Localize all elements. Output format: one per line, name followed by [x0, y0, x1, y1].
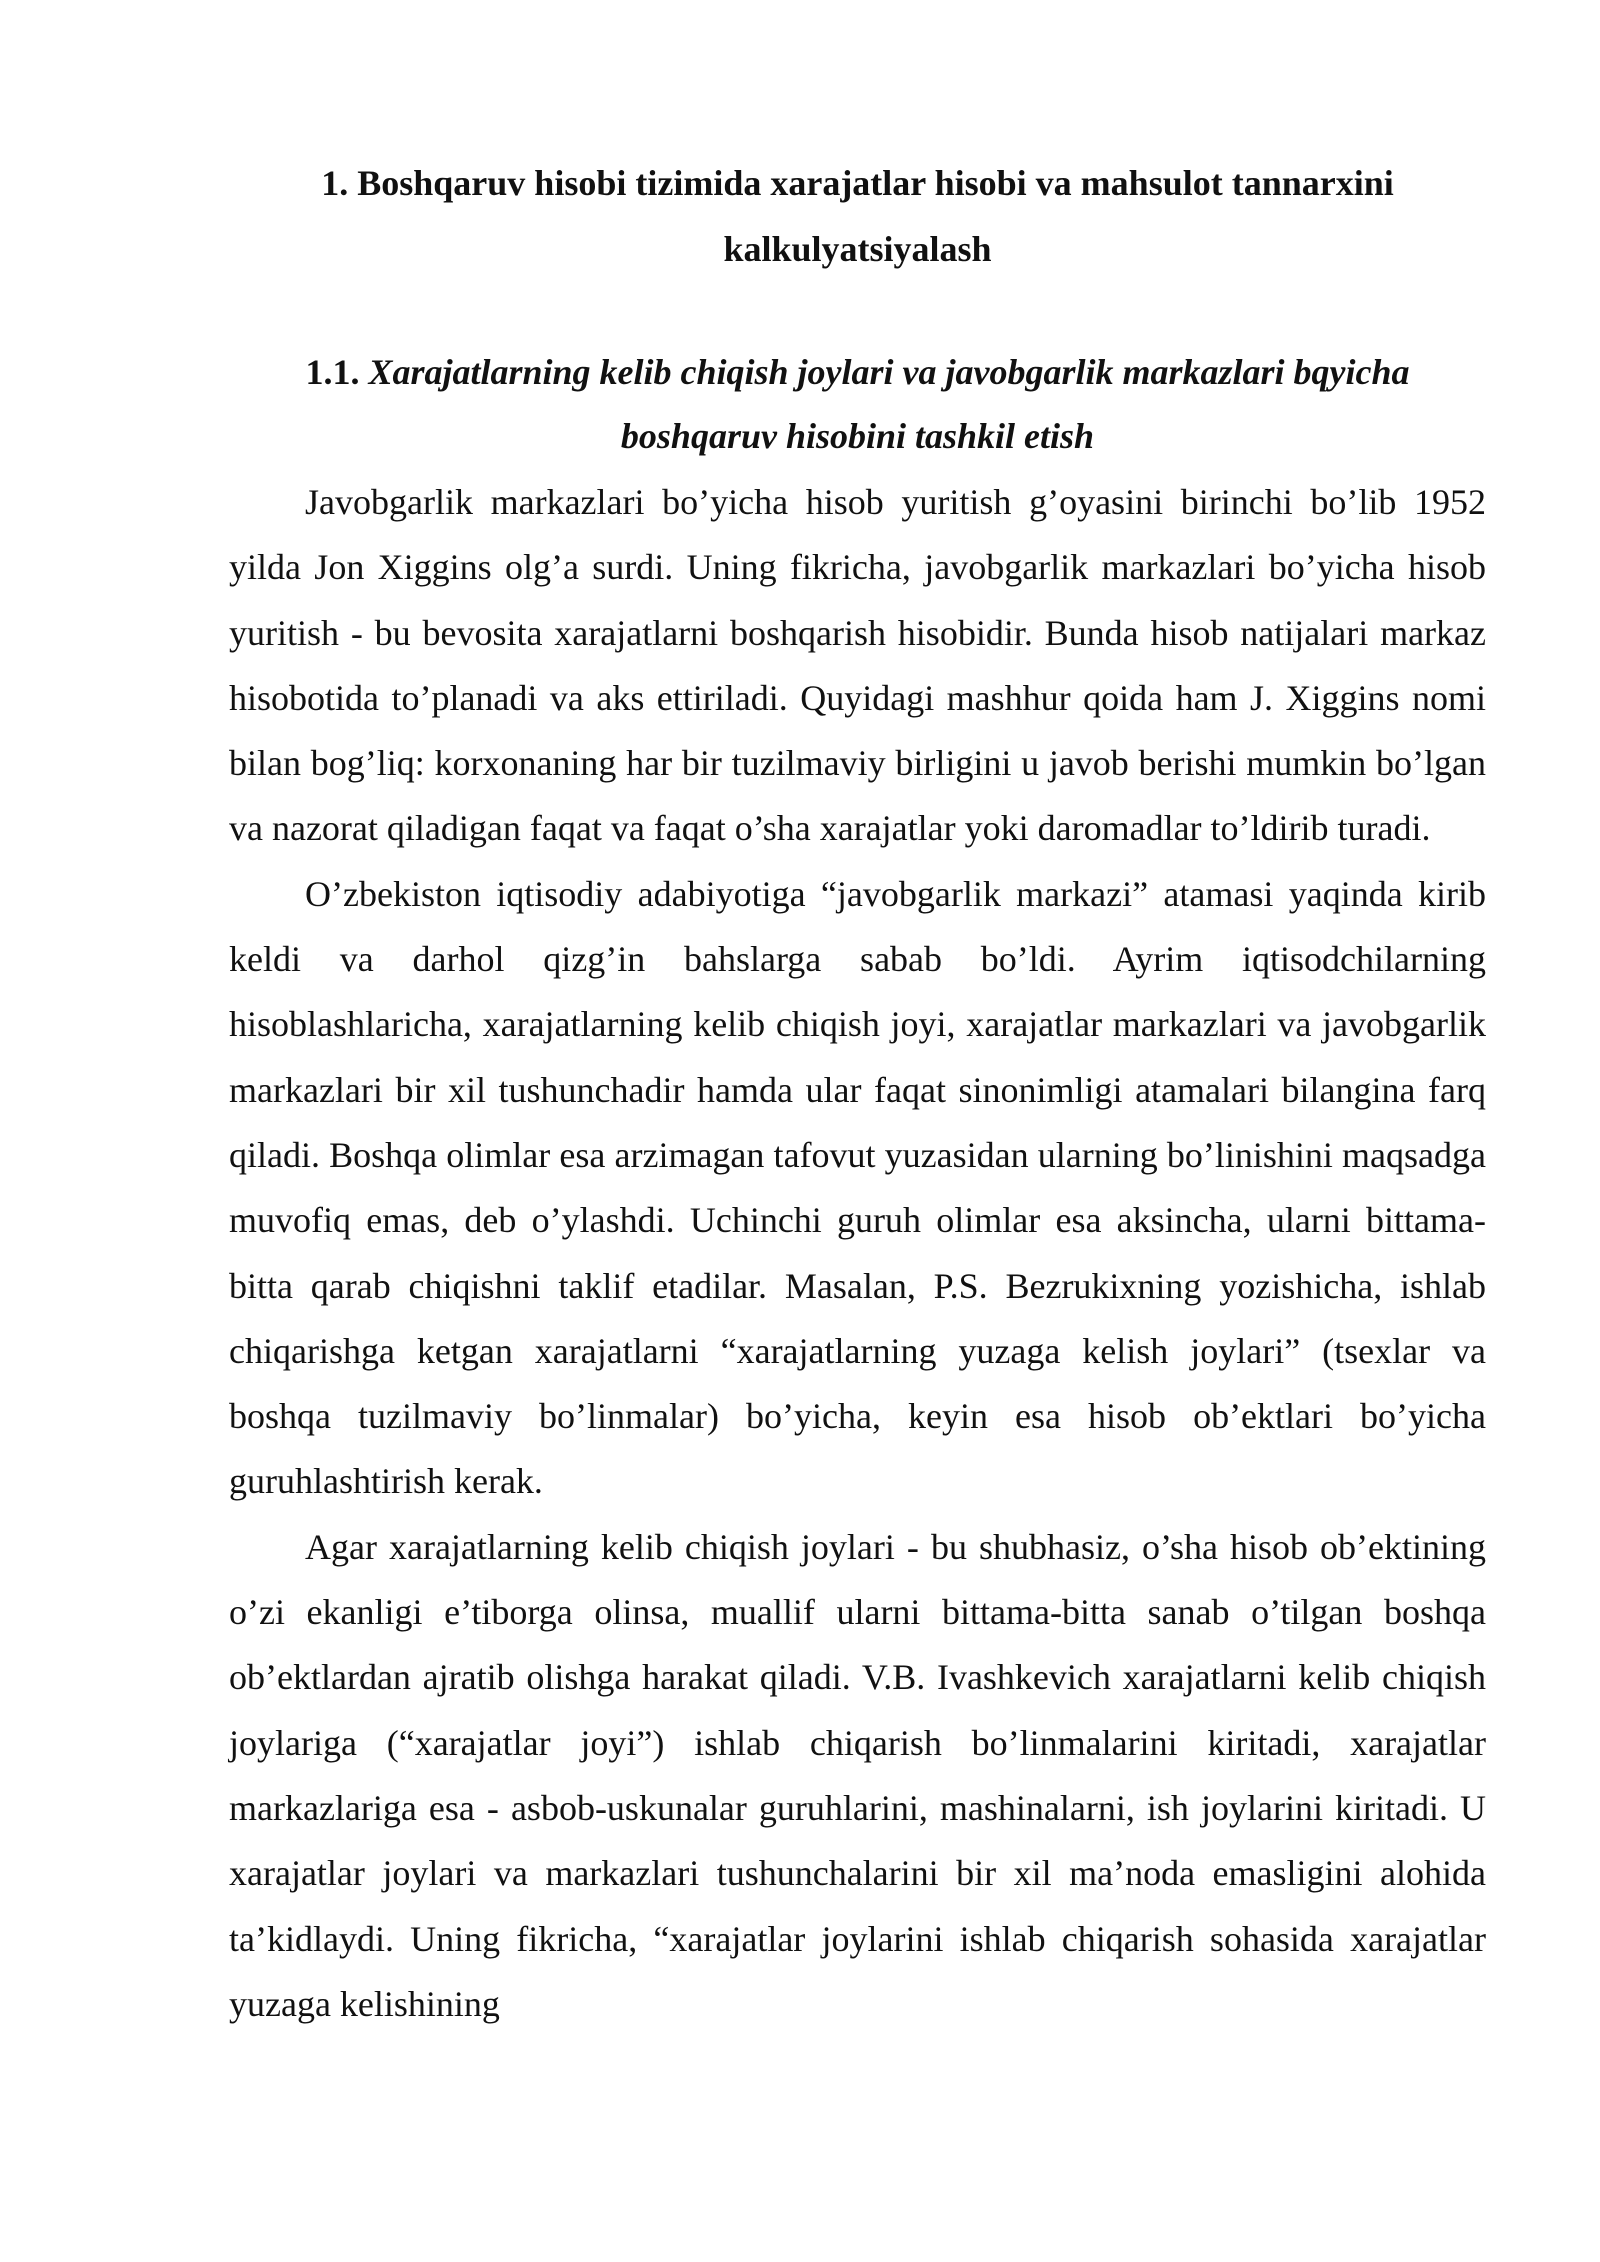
section-title: Xarajatlarning kelib chiqish joylari va javobgarlik markazlari bqyicha boshqaruv hisobini tashkil etish — [368, 352, 1410, 456]
paragraph: Javobgarlik markazlari bo’yicha hisob yuritish g’oyasini birinchi bo’lib 1952 yilda Jon Xiggins olg’a surdi. Uning fikricha, javobgarlik markazlari bo’yicha hisob yuritish - bu bevosita xarajatlarni boshqarish hisobidir. Bunda hisob natijalari markaz hisobotida to’planadi va aks ettiriladi. Quyidagi mashhur qoida ham J. Xiggins nomi bilan bog’liq: korxonaning har bir tuzilmaviy birligini u javob berishi mumkin bo’lgan va nazorat qiladigan faqat va faqat o’sha xarajatlar yoki daromadlar to’ldirib turadi. — [229, 482, 1486, 849]
body-text — [229, 470, 1486, 2037]
section-number: 1.1. — [305, 352, 360, 392]
paragraph: Agar xarajatlarning kelib chiqish joylari - bu shubhasiz, o’sha hisob ob’ektining o’zi ekanligi e’tiborga olinsa, muallif ularni bittama-bitta sanab o’tilgan boshqa ob’ektlardan ajratib olishga harakat qiladi. V.B. Ivashkevich xarajatlarni kelib chiqish joylariga (“xarajatlar joyi”) ishlab chiqarish bo’linmalarini kiritadi, xarajatlar markazlariga esa - asbob-uskunalar guruhlarini, mashinalarni, ish joylarini kiritadi. U xarajatlar joylari va markazlari tushunchalarini bir xil ma’noda emasligini alohida ta’kidlaydi. Uning fikricha, “xarajatlar joylarini ishlab chiqarish sohasida xarajatlar yuzaga kelishining — [229, 1526, 1486, 2024]
document-title: 1. Boshqaruv hisobi tizimida xarajatlar hisobi va mahsulot tannarxini kalkulyatsiyalash — [321, 163, 1394, 269]
paragraph: O’zbekiston iqtisodiy adabiyotiga “javobgarlik markazi” atamasi yaqinda kirib keldi va darhol qizg’in bahslarga sabab bo’ldi. Ayrim iqtisodchilarning hisoblashlaricha, xarajatlarning kelib chiqish joyi, xarajatlar markazlari va javobgarlik markazlari bir xil tushunchadir hamda ular faqat sinonimligi atamalari bilangina farq qiladi. Boshqa olimlar esa arzimagan tafovut yuzasidan ularning bo’linishini maqsadga muvofiq emas, deb o’ylashdi. Uchinchi guruh olimlar esa aksincha, ularni bittama-bitta qarab chiqishni taklif etadilar. Masalan, P.S. Bezrukixning yozishicha, ishlab chiqarishga ketgan xarajatlarni “xarajatlarning yuzaga kelish joylari” (tsexlar va boshqa tuzilmaviy bo’linmalar) bo’yicha, keyin esa hisob ob’ektlari bo’yicha guruhlashtirish kerak. — [229, 873, 1486, 1502]
section-heading — [229, 340, 1486, 468]
